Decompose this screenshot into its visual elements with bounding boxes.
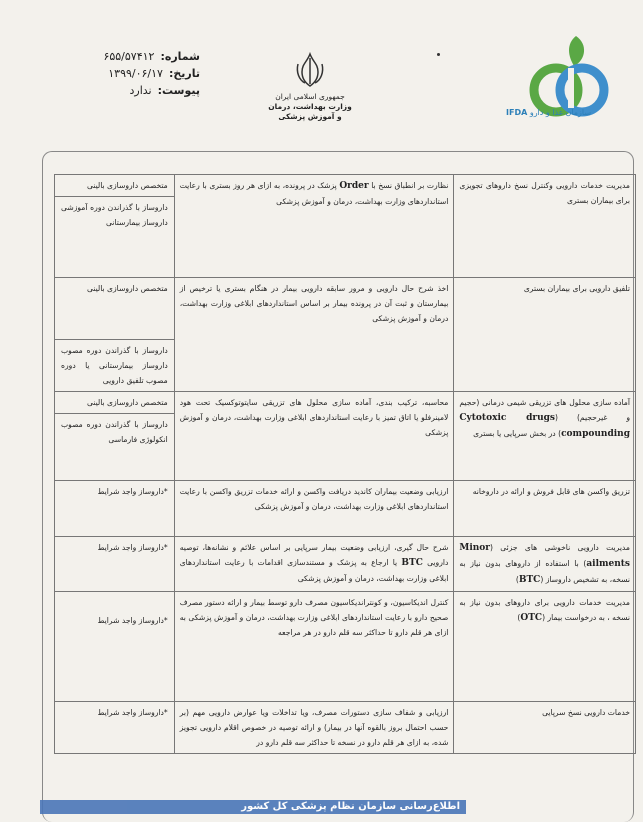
attachment-value: ندارد [129, 84, 152, 97]
iran-emblem-icon [290, 50, 330, 90]
qualification-primary: *داروساز واجد شرایط [97, 616, 168, 625]
service-en: OTC [520, 613, 543, 623]
bottom-watermark-band: اطلاع‌رسانی سازمان نظام پزشکی کل کشور [40, 800, 466, 814]
description-text: نظارت بر انطباق نسخ با [368, 181, 449, 190]
org-name: سازمان غذا و دارو [529, 108, 592, 117]
description-cell: ارزیابی و شفاف سازی دستورات مصرف، ویا تداخلات ویا عوارض دارویی مهم (بر حسب احتمال بروز بالقوه آنها در بیمار) و ارائه توصیه در خصوص اقلام دارویی تجویز شده، به ازای هر قلم دارو در نسخه تا حداکثر سه قلم دارو در [174, 702, 454, 754]
qualification-cell [55, 392, 175, 481]
service-en: Cytotoxic drugs compounding [459, 413, 630, 439]
table-row [55, 481, 636, 537]
date-label: تاریخ: [168, 67, 200, 80]
table-row [55, 392, 636, 481]
qualification-primary: *داروساز واجد شرایط [97, 708, 168, 717]
stray-dot [437, 53, 440, 56]
table-row [55, 175, 636, 278]
date-value: ۱۳۹۹/۰۶/۱۷ [108, 67, 163, 80]
table-row [55, 537, 636, 592]
description-cell: ارزیابی وضعیت بیماران کاندید دریافت واکسن و ارائه خدمات تزریق واکسن با رعایت استانداردهای ابلاغی وزارت بهداشت، درمان و آموزش پزشکی [174, 481, 454, 537]
description-cell: اخذ شرح حال دارویی و مرور سابقه دارویی بیمار در هنگام بستری یا ترخیص از بیمارستان و ثبت آن در پرونده بیمار بر اساس استانداردهای ابلاغی وزارت بهداشت، درمان و آموزش پزشکی [174, 278, 454, 392]
ministry-name [250, 92, 370, 122]
service-text: مدیریت دارویی ناخوشی های جزئی ( [490, 543, 630, 552]
qualification-alternative: داروساز با گذراندن دوره مصوب داروساز بیمارستانی یا دوره مصوب تلفیق دارویی [55, 339, 174, 391]
ifda-logo-text [506, 108, 591, 117]
service-cell: مدیریت خدمات دارویی وکنترل نسخ داروهای تجویزی برای بیماران بستری [454, 175, 636, 278]
description-text-2: پزشک در پرونده، به ازای هر روز بستری با رعایت استانداردهای وزارت بهداشت، درمان و آموزش پزشکی [179, 181, 449, 206]
service-cell [454, 392, 636, 481]
service-en-2: BTC [518, 575, 541, 585]
description-en: BTC [401, 558, 423, 568]
description-en: Order [339, 181, 369, 191]
qualification-cell [55, 592, 175, 702]
ministry-line-1: جمهوری اسلامی ایران [275, 92, 345, 101]
qualification-alternative: داروساز با گذراندن دوره آموزشی داروساز بیمارستانی [55, 196, 174, 233]
qualification-cell [55, 537, 175, 592]
qualification-primary: متخصص داروسازی بالینی [86, 398, 168, 407]
description-cell [174, 537, 454, 592]
service-cell: تزریق واکسن های قابل فروش و ارائه در داروخانه [454, 481, 636, 537]
table-row [55, 278, 636, 392]
table-row [55, 702, 636, 754]
service-cell [454, 592, 636, 702]
service-cell: خدمات دارویی نسخ سرپایی [454, 702, 636, 754]
qualification-primary: متخصص داروسازی بالینی [86, 181, 168, 190]
description-cell: کنترل اندیکاسیون، و کونتراندیکاسیون مصرف دارو توسط بیمار و ارائه دستور مصرف صحیح دارو با رعایت استانداردهای ابلاغی وزارت بهداشت، درمان و آموزش پزشکی به ازای هر قلم دارو تا حداکثر سه قلم دارو در هر مراجعه [174, 592, 454, 702]
service-cell: تلفیق دارویی برای بیماران بستری [454, 278, 636, 392]
service-text-2: ) با استفاده از داروهای بدون نیاز به نسخه، به تشخیص داروساز ( [459, 559, 630, 584]
qualification-primary: *داروساز واجد شرایط [97, 487, 168, 496]
service-text-2: ) [517, 613, 521, 622]
description-cell [174, 175, 454, 278]
qualification-primary: متخصص داروسازی بالینی [86, 284, 168, 293]
qualification-cell [55, 175, 175, 278]
services-table [54, 174, 636, 754]
letter-meta [90, 48, 200, 99]
service-text-3: ) [515, 575, 519, 584]
ministry-line-2: وزارت بهداشت، درمان [268, 102, 352, 111]
attachment-label: پیوست: [157, 84, 200, 97]
table-row [55, 592, 636, 702]
service-en: Minor ailments [459, 543, 630, 569]
number-value: ۶۵۵/۵۷۴۱۲ [103, 50, 155, 63]
description-text-2: یا ارجاع به پزشک و مستندسازی اقدامات با رعایت استانداردهای ابلاغی وزارت بهداشت، درمان و آموزش پزشکی [179, 558, 449, 583]
number-label: شماره: [160, 50, 200, 63]
ministry-line-3: و آموزش پزشکی [278, 112, 342, 121]
description-text: شرح حال گیری، ارزیابی وضعیت بیمار سرپایی بر اساس علائم و نشانه‌ها، توصیه دارویی [179, 543, 449, 567]
service-text: مدیریت خدمات دارویی برای داروهای بدون نیاز به نسخه ، به درخواست بیمار ( [459, 598, 630, 622]
service-text-2: ) در بخش سرپایی یا بستری [473, 429, 562, 438]
org-abbr: IFDA [506, 108, 528, 117]
qualification-cell [55, 481, 175, 537]
qualification-primary: *داروساز واجد شرایط [97, 543, 168, 552]
qualification-cell [55, 702, 175, 754]
description-cell: محاسبه، ترکیب بندی، آماده سازی محلول های تزریقی سایتوتوکسیک تحت هود لامینرفلو یا اتاق تمیز با رعایت استانداردهای ابلاغی وزارت بهداشت، درمان و آموزش پزشکی [174, 392, 454, 481]
qualification-alternative: داروساز با گذراندن دوره مصوب انکولوژی فارماسی [55, 413, 174, 450]
qualification-cell [55, 278, 175, 392]
service-cell [454, 537, 636, 592]
service-text: آماده سازی محلول های تزریقی شیمی درمانی (حجیم و غیرحجیم) ( [459, 398, 630, 422]
